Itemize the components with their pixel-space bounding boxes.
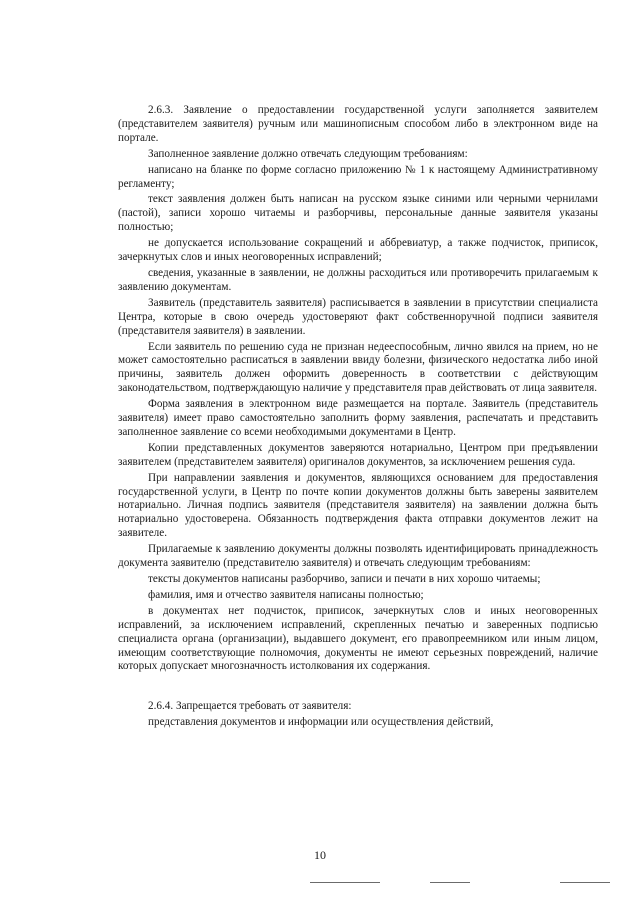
section-gap <box>118 676 598 700</box>
page-number: 10 <box>314 848 326 862</box>
paragraph-electronic-form: Форма заявления в электронном виде размещается на портале. Заявитель (представитель заявителя) имеет право самостоятельно заполнить форму заявления, распечатать и представить заполненное заявление со всеми необходимыми документами в Центр. <box>118 398 598 438</box>
paragraph-2-6-3-intro: 2.6.3. Заявление о предоставлении государственной услуги заполняется заявителем (представителем заявителя) ручным или машинописным способом либо в электронном виде на портале. <box>118 104 598 144</box>
paragraph-text-language: текст заявления должен быть написан на русском языке синими или черными чернилами (пастой), записи хорошо читаемы и разборчивы, персональные данные заявителя указаны полностью; <box>118 193 598 234</box>
scan-artifact-line <box>560 882 610 883</box>
paragraph-form-template: написано на бланке по форме согласно приложению № 1 к настоящему Административному регламенту; <box>118 163 598 190</box>
paragraph-full-name: фамилия, имя и отчество заявителя написаны полностью; <box>148 588 424 601</box>
paragraph-no-corrections: в документах нет подчисток, приписок, зачеркнутых слов и иных неоговоренных исправлений, за исключением исправлений, скрепленных печатью и заверенных подписью специалиста органа (организации), выдавшего документ, его правопреемником или иным лицом, имеющим соответствующие полномочия, документы не имеют серьезных повреждений, наличие которых допускает многозначность истолкования их содержания. <box>118 604 598 673</box>
paragraph-attached-documents: Прилагаемые к заявлению документы должны позволять идентифицировать принадлежность документа заявителю (представителю заявителя) и отвечать следующим требованиям: <box>118 543 598 570</box>
paragraph-copies-certification: Копии представленных документов заверяются нотариально, Центром при предъявлении заявителем (представителем заявителя) оригиналов документов, за исключением решения суда. <box>118 441 598 468</box>
document-body <box>118 104 598 730</box>
paragraph-2-6-4-heading: 2.6.4. Запрещается требовать от заявителя: <box>148 700 352 713</box>
paragraph-2-6-4-continuation: представления документов и информации или осуществления действий, <box>148 716 494 729</box>
paragraph-mail-submission: При направлении заявления и документов, являющихся основанием для предоставления государственной услуги, в Центр по почте копии документов должны быть заверены заявителем нотариально. Личная подпись заявителя (представителя заявителя) на заявлении должна быть нотариально удостоверена. Обязанность подтверждения факта отправки документов лежит на заявителе. <box>118 471 598 540</box>
paragraph-no-abbreviations: не допускается использование сокращений и аббревиатур, а также подчисток, приписок, зачеркнутых слов и иных неоговоренных исправлений; <box>118 237 598 264</box>
scan-artifact-line <box>310 882 380 883</box>
paragraph-requirements-lead: Заполненное заявление должно отвечать следующим требованиям: <box>148 147 468 160</box>
paragraph-signature: Заявитель (представитель заявителя) расписывается в заявлении в присутствии специалиста Центра, которые в свою очередь удостоверяют факт собственноручной подписи заявителя (представителя заявителя) в заявлении. <box>118 296 598 337</box>
scan-artifact-line <box>430 882 470 883</box>
paragraph-legible-texts: тексты документов написаны разборчиво, записи и печати в них хорошо читаемы; <box>148 573 541 585</box>
paragraph-consistency: сведения, указанные в заявлении, не должны расходиться или противоречить прилагаемым к заявлению документам. <box>118 266 598 293</box>
paragraph-power-of-attorney: Если заявитель по решению суда не признан недееспособным, лично явился на прием, но не может самостоятельно расписаться в заявлении ввиду болезни, физического недостатка либо иной причины, заявитель должен оформить доверенность в соответствии с действующим законодательством, подтверждающую наличие у представителя прав действовать от лица заявителя. <box>118 340 598 395</box>
